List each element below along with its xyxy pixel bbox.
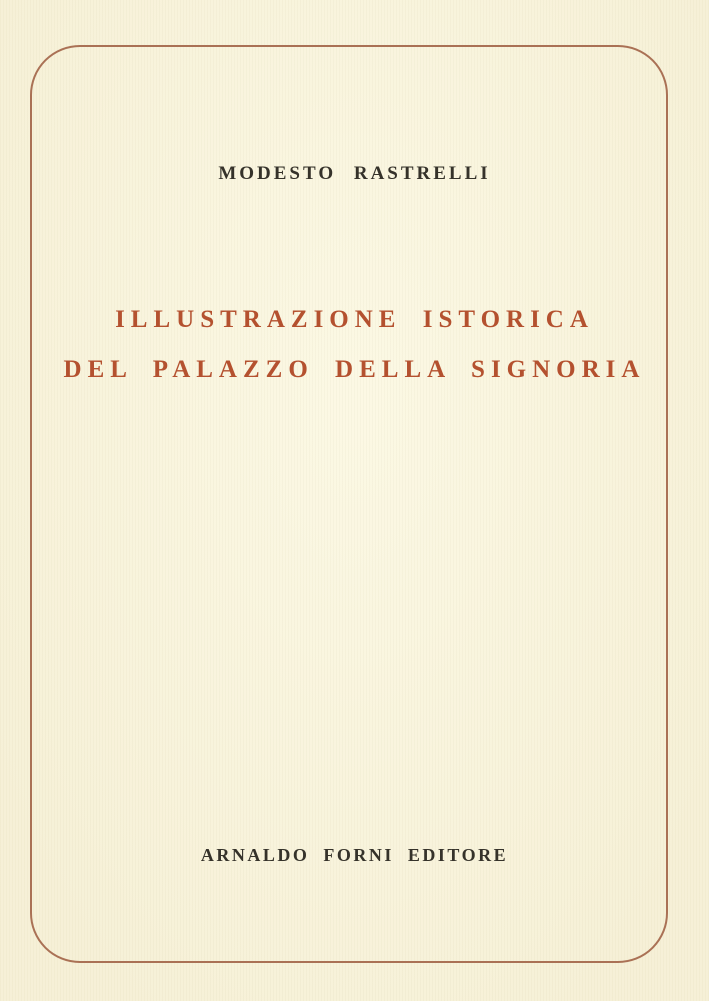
author-name: MODESTO RASTRELLI [218, 163, 491, 184]
book-title-line-2: DEL PALAZZO DELLA SIGNORIA [63, 356, 646, 383]
publisher-name: ARNALDO FORNI EDITORE [200, 845, 509, 865]
book-title-line-1: ILLUSTRAZIONE ISTORICA [115, 306, 594, 333]
book-title [0, 295, 709, 395]
